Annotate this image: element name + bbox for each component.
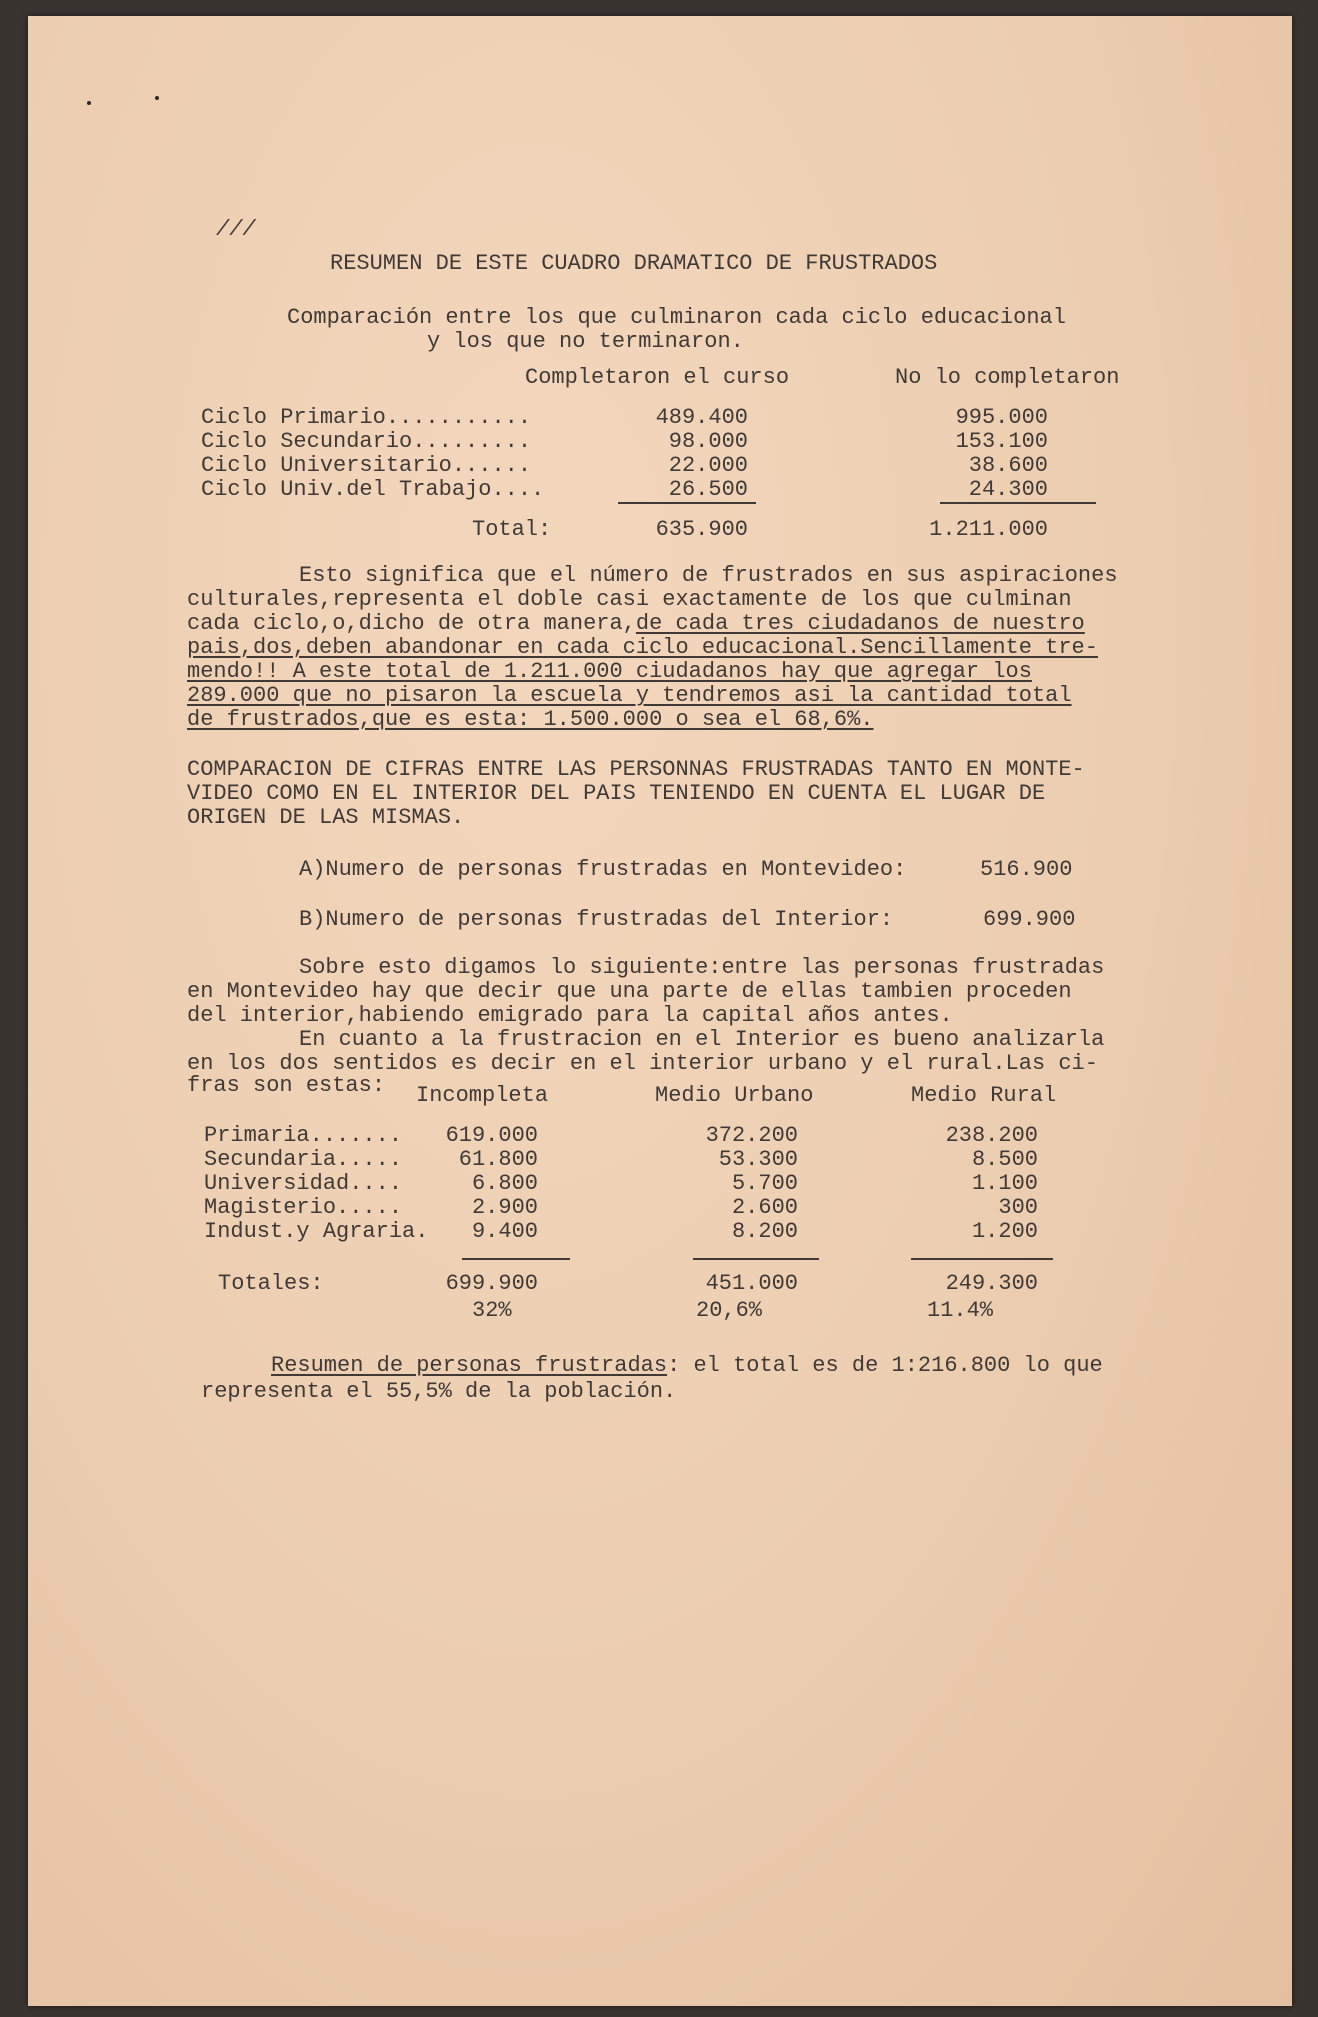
- item-a-value: 516.900: [980, 857, 1073, 882]
- percent-value: 32%: [472, 1298, 512, 1323]
- total-rule: [462, 1258, 570, 1260]
- subtitle-line: y los que no terminaron.: [427, 329, 744, 354]
- table-row-label: Ciclo Universitario......: [201, 453, 532, 478]
- item-a-label: A)Numero de personas frustradas en Montevideo:: [299, 857, 907, 882]
- paragraph-line: en los dos sentidos es decir en el interior urbano y el rural.Las ci-: [187, 1051, 1098, 1076]
- paragraph-line: fras son estas:: [187, 1073, 386, 1098]
- table-cell: 8.200: [731, 1219, 798, 1244]
- summary-line: [271, 1354, 1103, 1378]
- paper-speck: [155, 96, 159, 100]
- paragraph-line: Sobre esto digamos lo siguiente:entre las personas frustradas: [299, 955, 1105, 980]
- table-row-label: Magisterio.....: [204, 1195, 403, 1220]
- table-row-label: Ciclo Univ.del Trabajo....: [201, 477, 545, 502]
- paragraph-line: en Montevideo hay que decir que una parte de ellas tambien proceden: [187, 979, 1072, 1004]
- table-cell: 22.000: [668, 453, 748, 478]
- paragraph-line: culturales,representa el doble casi exactamente de los que culminan: [187, 587, 1072, 612]
- percent-value: 11.4%: [927, 1298, 994, 1323]
- table-cell: 2.600: [731, 1195, 798, 1220]
- column-header-not-completed: No lo completaron: [895, 365, 1120, 390]
- item-b-value: 699.900: [983, 907, 1076, 932]
- underlined-text: de cada tres ciudadanos de nuestro: [635, 611, 1085, 636]
- column-header-rural: Medio Rural: [911, 1083, 1057, 1108]
- section-heading: VIDEO COMO EN EL INTERIOR DEL PAIS TENIENDO EN CUENTA EL LUGAR DE: [187, 781, 1046, 806]
- table-cell: 238.200: [945, 1123, 1038, 1148]
- summary-line: representa el 55,5% de la población.: [201, 1379, 677, 1404]
- table-row-label: Indust.y Agraria.: [204, 1219, 429, 1244]
- table-cell: 1.200: [971, 1219, 1038, 1244]
- underlined-line: de frustrados,que es esta: 1.500.000 o sea el 68,6%.: [187, 707, 874, 732]
- table-cell: 5.700: [731, 1171, 798, 1196]
- table-cell: 489.400: [655, 405, 748, 430]
- table-row-label: Secundaria.....: [204, 1147, 403, 1172]
- underlined-line: mendo!! A este total de 1.211.000 ciudadanos hay que agregar los: [187, 659, 1032, 684]
- column-header-completed: Completaron el curso: [525, 365, 790, 390]
- summary-label: Resumen de personas frustradas: [271, 1353, 668, 1378]
- table-cell: 619.000: [445, 1123, 538, 1148]
- percent-value: 20,6%: [696, 1298, 763, 1323]
- table-cell: 53.300: [718, 1147, 798, 1172]
- section-heading: COMPARACION DE CIFRAS ENTRE LAS PERSONNAS FRUSTRADAS TANTO EN MONTE-: [187, 757, 1085, 782]
- total-rule: [940, 502, 1096, 504]
- page-title: RESUMEN DE ESTE CUADRO DRAMATICO DE FRUSTRADOS: [330, 251, 938, 276]
- page-mark: ///: [216, 217, 256, 242]
- underlined-line: pais,dos,deben abandonar en cada ciclo educacional.Sencillamente tre-: [187, 635, 1098, 660]
- total-value: 699.900: [445, 1271, 538, 1296]
- table-row-label: Ciclo Secundario.........: [201, 429, 532, 454]
- table-cell: 6.800: [471, 1171, 538, 1196]
- table-row-label: Ciclo Primario...........: [201, 405, 532, 430]
- table-cell: 61.800: [458, 1147, 538, 1172]
- table-cell: 1.100: [971, 1171, 1038, 1196]
- table-cell: 8.500: [971, 1147, 1038, 1172]
- total-rule: [618, 502, 756, 504]
- total-value: 249.300: [945, 1271, 1038, 1296]
- table-cell: 9.400: [471, 1219, 538, 1244]
- underlined-line: 289.000 que no pisaron la escuela y tendremos asi la cantidad total: [187, 683, 1072, 708]
- table-cell: 98.000: [668, 429, 748, 454]
- paragraph-line: [187, 612, 1085, 636]
- table-cell: 26.500: [668, 477, 748, 502]
- table-cell: 300: [998, 1195, 1038, 1220]
- paragraph-line: En cuanto a la frustracion en el Interior es bueno analizarla: [299, 1027, 1105, 1052]
- table-cell: 153.100: [955, 429, 1048, 454]
- table-cell: 2.900: [471, 1195, 538, 1220]
- paper-speck: [87, 101, 91, 105]
- paragraph-text: cada ciclo,o,dicho de otra manera,: [187, 611, 636, 636]
- column-header-urban: Medio Urbano: [655, 1083, 814, 1108]
- total-label: Total:: [472, 517, 552, 542]
- total-value: 1.211.000: [929, 517, 1048, 542]
- section-heading: ORIGEN DE LAS MISMAS.: [187, 805, 465, 830]
- table-cell: 995.000: [955, 405, 1048, 430]
- subtitle-line: Comparación entre los que culminaron cada ciclo educacional: [287, 305, 1066, 330]
- total-rule: [911, 1258, 1053, 1260]
- totals-label: Totales:: [218, 1271, 324, 1296]
- table-cell: 372.200: [705, 1123, 798, 1148]
- paragraph-line: del interior,habiendo emigrado para la capital años antes.: [187, 1003, 953, 1028]
- paragraph-line: Esto significa que el número de frustrados en sus aspiraciones: [299, 563, 1118, 588]
- document-page: [28, 16, 1292, 2006]
- item-b-label: B)Numero de personas frustradas del Interior:: [299, 907, 894, 932]
- table-row-label: Primaria.......: [204, 1123, 403, 1148]
- summary-text: : el total es de 1:216.800 lo que: [667, 1353, 1103, 1378]
- total-value: 635.900: [655, 517, 748, 542]
- table-cell: 24.300: [968, 477, 1048, 502]
- table-row-label: Universidad....: [204, 1171, 403, 1196]
- total-rule: [693, 1258, 819, 1260]
- table-cell: 38.600: [968, 453, 1048, 478]
- total-value: 451.000: [705, 1271, 798, 1296]
- column-header-incomplete: Incompleta: [416, 1083, 549, 1108]
